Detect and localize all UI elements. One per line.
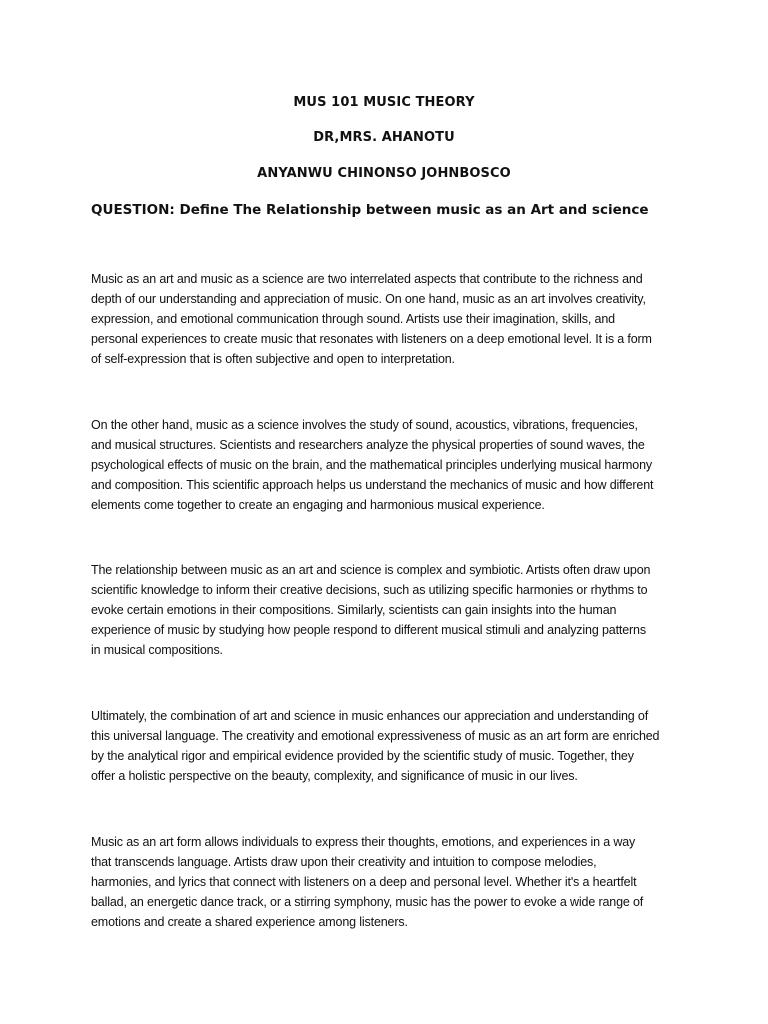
paragraph-3 xyxy=(91,560,691,660)
question-heading: QUESTION: Define The Relationship between music as an Art and science xyxy=(91,202,649,218)
course-title: MUS 101 MUSIC THEORY xyxy=(293,95,475,110)
paragraph-line: by the analytical rigor and empirical evidence provided by the scientific study of music. Together, they xyxy=(91,749,634,763)
paragraph-line: that transcends language. Artists draw upon their creativity and intuition to compose melodies, xyxy=(91,855,597,869)
paragraph-line: offer a holistic perspective on the beauty, complexity, and significance of music in our lives. xyxy=(91,769,578,783)
paragraph-line: experience of music by studying how people respond to different musical stimuli and analyzing patterns xyxy=(91,623,646,637)
paragraph-line: of self-expression that is often subjective and open to interpretation. xyxy=(91,352,455,366)
paragraph-line: expression, and emotional communication through sound. Artists use their imagination, skills, and xyxy=(91,312,615,326)
paragraph-line: and musical structures. Scientists and researchers analyze the physical properties of sound waves, the xyxy=(91,438,645,452)
paragraph-line: The relationship between music as an art and science is complex and symbiotic. Artists often draw upon xyxy=(91,563,651,577)
paragraph-4 xyxy=(91,706,691,786)
paragraph-line: evoke certain emotions in their compositions. Similarly, scientists can gain insights into the human xyxy=(91,603,617,617)
paragraph-line: personal experiences to create music that resonates with listeners on a deep emotional level. It is a form xyxy=(91,332,652,346)
paragraph-line: and composition. This scientific approach helps us understand the mechanics of music and how different xyxy=(91,478,654,492)
paragraph-line: emotions and create a shared experience among listeners. xyxy=(91,915,408,929)
paragraph-line: elements come together to create an engaging and harmonious musical experience. xyxy=(91,498,545,512)
paragraph-line: harmonies, and lyrics that connect with listeners on a deep and personal level. Whether it's a heartfelt xyxy=(91,875,637,889)
paragraph-line: scientific knowledge to inform their creative decisions, such as utilizing specific harmonies or rhythms to xyxy=(91,583,648,597)
paragraph-line: in musical compositions. xyxy=(91,643,223,657)
paragraph-line: ballad, an energetic dance track, or a stirring symphony, music has the power to evoke a wide range of xyxy=(91,895,644,909)
student-name: ANYANWU CHINONSO JOHNBOSCO xyxy=(257,166,511,181)
paragraph-line: Music as an art form allows individuals to express their thoughts, emotions, and experiences in a way xyxy=(91,835,636,849)
paragraph-1 xyxy=(91,269,691,369)
paragraph-line: psychological effects of music on the brain, and the mathematical principles underlying musical harmony xyxy=(91,458,653,472)
paragraph-line: Music as an art and music as a science are two interrelated aspects that contribute to the richness and xyxy=(91,272,643,286)
lecturer-name: DR,MRS. AHANOTU xyxy=(313,130,455,145)
paragraph-line: On the other hand, music as a science involves the study of sound, acoustics, vibrations, frequencies, xyxy=(91,418,638,432)
paragraph-line: Ultimately, the combination of art and science in music enhances our appreciation and understanding of xyxy=(91,709,649,723)
paragraph-5 xyxy=(91,832,691,932)
paragraph-2 xyxy=(91,415,691,515)
paragraph-line: this universal language. The creativity and emotional expressiveness of music as an art form are enriched xyxy=(91,729,660,743)
paragraph-line: depth of our understanding and appreciation of music. On one hand, music as an art involves creativity, xyxy=(91,292,646,306)
